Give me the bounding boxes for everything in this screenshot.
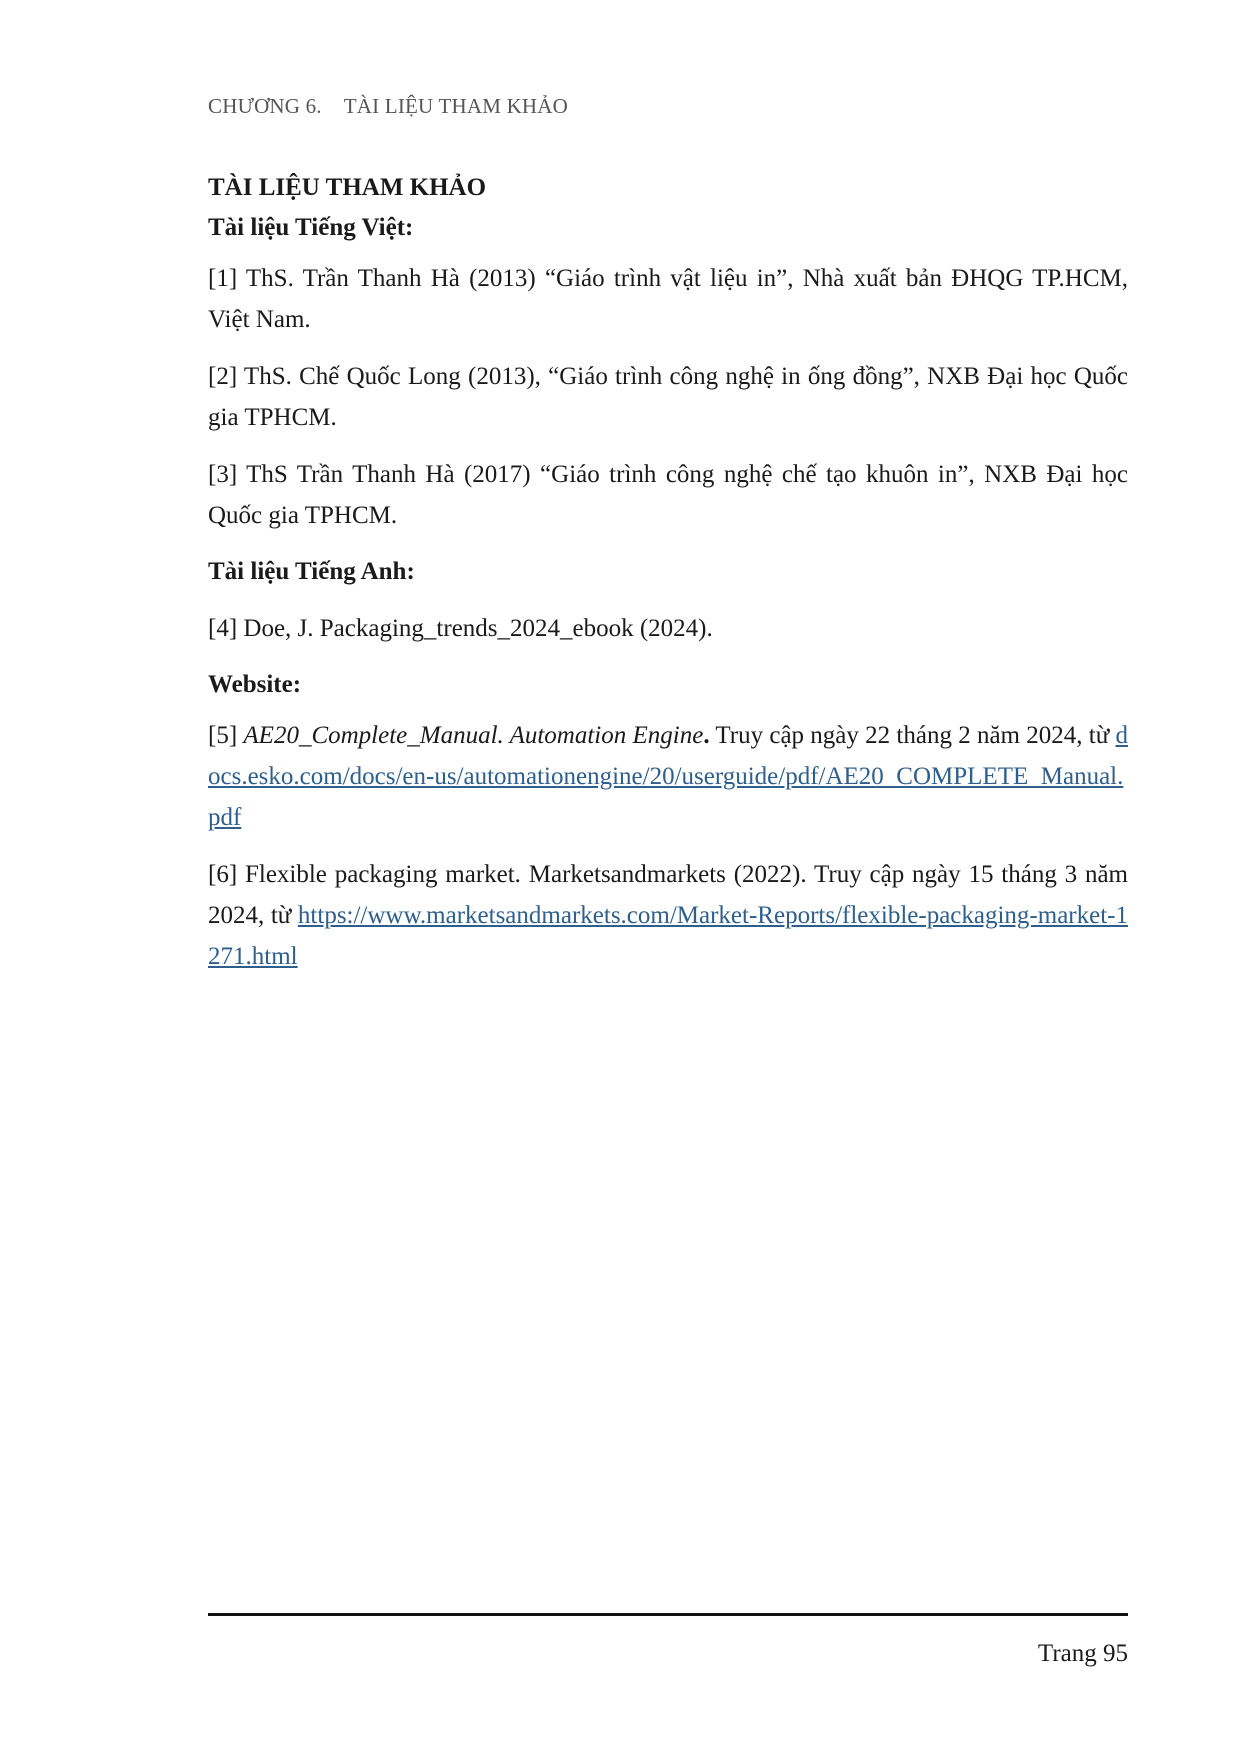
chapter-number: CHƯƠNG 6. bbox=[208, 94, 322, 118]
chapter-title: TÀI LIỆU THAM KHẢO bbox=[343, 94, 569, 118]
page-title: TÀI LIỆU THAM KHẢO bbox=[208, 174, 487, 201]
reference-5-access: Truy cập ngày 22 tháng 2 năm 2024, từ bbox=[709, 722, 1116, 749]
reference-5-link[interactable]: docs.esko.com/docs/en-us/automationengine/20/userguide/pdf/AE20_COMPLETE_Manual.pdf bbox=[208, 722, 1128, 831]
reference-5-number: [5] bbox=[208, 722, 244, 749]
section-heading-website: Website: bbox=[208, 671, 302, 698]
reference-5-title: AE20_Complete_Manual. Automation Engine bbox=[243, 722, 704, 749]
reference-item-1: [1] ThS. Trần Thanh Hà (2013) “Giáo trình vật liệu in”, Nhà xuất bản ĐHQG TP.HCM, Việt Nam. bbox=[208, 265, 1128, 333]
reference-item-3: [3] ThS Trần Thanh Hà (2017) “Giáo trình công nghệ chế tạo khuôn in”, NXB Đại học Quốc gia TPHCM. bbox=[208, 461, 1128, 529]
section-heading-english: Tài liệu Tiếng Anh: bbox=[208, 558, 415, 585]
reference-6-link[interactable]: https://www.marketsandmarkets.com/Market-Reports/flexible-packaging-market-1271.html bbox=[208, 902, 1128, 970]
section-heading-vietnamese: Tài liệu Tiếng Việt: bbox=[208, 214, 414, 241]
reference-5-dot: . bbox=[703, 722, 710, 749]
references-content bbox=[208, 168, 1128, 977]
reference-item-5 bbox=[208, 715, 1128, 838]
footer-divider bbox=[208, 1613, 1128, 1616]
reference-item-6 bbox=[208, 854, 1128, 977]
page-number: Trang 95 bbox=[1037, 1640, 1128, 1667]
reference-item-4: [4] Doe, J. Packaging_trends_2024_ebook (2024). bbox=[208, 615, 713, 642]
reference-6-text: [6] Flexible packaging market. Marketsandmarkets (2022). Truy cập ngày 15 tháng 3 năm 2024, từ bbox=[208, 861, 1128, 929]
running-header bbox=[208, 94, 568, 119]
reference-item-2: [2] ThS. Chế Quốc Long (2013), “Giáo trình công nghệ in ống đồng”, NXB Đại học Quốc gia TPHCM. bbox=[208, 363, 1128, 431]
